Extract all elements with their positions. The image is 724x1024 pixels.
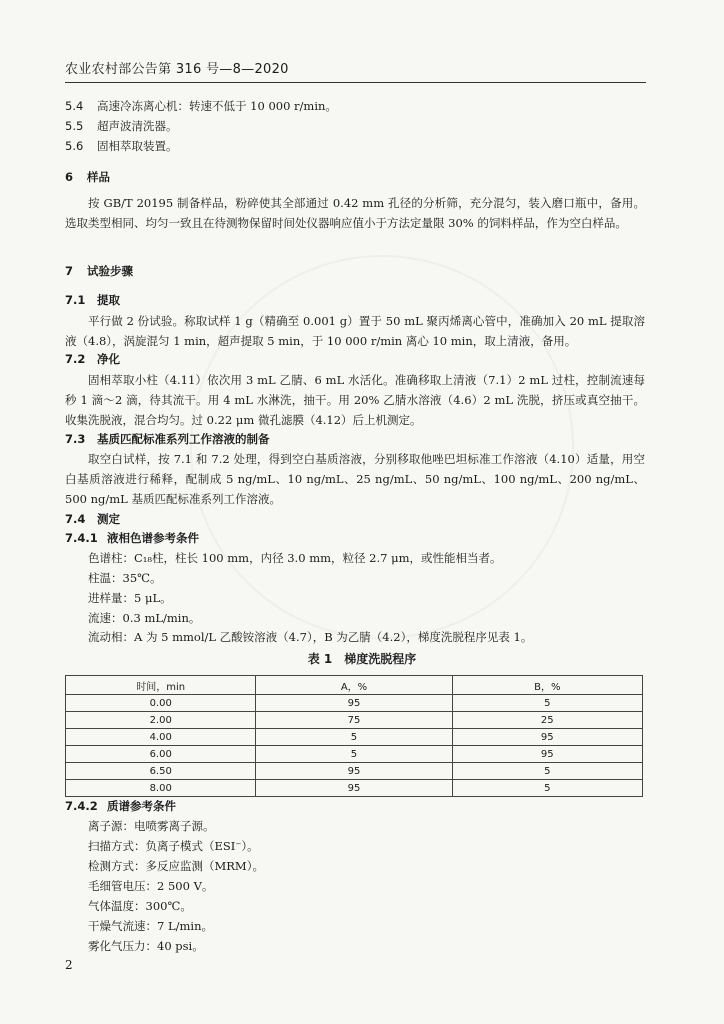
- item-number: 5.6: [65, 139, 84, 153]
- table-row: [66, 746, 643, 763]
- table-cell: 95: [452, 746, 642, 763]
- section-6-heading: [65, 168, 110, 186]
- ms-condition-detection: 检测方式：多反应监测（MRM）。: [88, 859, 264, 873]
- col-header-b: B，%: [452, 676, 642, 695]
- ms-condition-voltage: 毛细管电压：2 500 V。: [88, 879, 214, 893]
- table-cell: 95: [452, 729, 642, 746]
- ms-condition-gas-temp: 气体温度：300℃。: [88, 899, 192, 913]
- table-cell: 4.00: [66, 729, 256, 746]
- header-rule: [65, 82, 646, 83]
- page-number: 2: [65, 958, 73, 972]
- table-row: [66, 695, 643, 712]
- section-title: 测定: [97, 512, 120, 526]
- section-7-4-heading: [65, 510, 120, 528]
- section-number: 7.3: [65, 432, 86, 446]
- table-cell: 5: [452, 763, 642, 780]
- item-text: 固相萃取装置。: [97, 139, 178, 153]
- col-header-time: 时间，min: [66, 676, 256, 695]
- lc-condition-temperature: 柱温：35℃。: [88, 571, 162, 585]
- table-header-row: [66, 676, 643, 695]
- section-number: 7.4.2: [65, 799, 98, 813]
- table-cell: 75: [256, 712, 452, 729]
- table-cell: 95: [256, 763, 452, 780]
- table-cell: 5: [452, 780, 642, 797]
- table-row: [66, 729, 643, 746]
- section-7-2-heading: [65, 350, 120, 368]
- gradient-table: [65, 675, 643, 797]
- table-cell: 2.00: [66, 712, 256, 729]
- table-caption: 表 1 梯度洗脱程序: [307, 652, 417, 666]
- section-7-1-paragraph: 平行做 2 份试验。称取试样 1 g（精确至 0.001 g）置于 50 mL 聚丙烯离心管中，准确加入 20 mL 提取溶液（4.8），涡旋混匀 1 min，超声提取 5 min，于 10 000 r/min 离心 10 min，取上清液，备用。: [65, 314, 645, 348]
- lc-condition-column: 色谱柱：C₁₈柱，柱长 100 mm，内径 3.0 mm，粒径 2.7 μm，或性能相当者。: [88, 551, 502, 565]
- section-number: 7.1: [65, 293, 86, 307]
- table-cell: 5: [452, 695, 642, 712]
- section-title: 液相色谱参考条件: [107, 531, 199, 545]
- section-number: 7: [65, 264, 74, 278]
- table-cell: 5: [256, 729, 452, 746]
- table-cell: 25: [452, 712, 642, 729]
- section-title: 质谱参考条件: [107, 799, 176, 813]
- item-5-4: [65, 97, 337, 115]
- section-7-3-paragraph: 取空白试样，按 7.1 和 7.2 处理，得到空白基质溶液，分别移取他唑巴坦标准工作溶液（4.10）适量，用空白基质溶液进行稀释，配制成 5 ng/mL、10 ng/mL、25 ng/mL、50 ng/mL、100 ng/mL、200 ng/mL、500 ng/mL 基质匹配标准系列工作溶液。: [65, 452, 645, 506]
- section-7-heading: [65, 262, 133, 280]
- table-row: [66, 763, 643, 780]
- table-cell: 95: [256, 695, 452, 712]
- ms-condition-scan: 扫描方式：负离子模式（ESI⁻）。: [88, 839, 259, 853]
- ms-condition-nebulizer: 雾化气压力：40 psi。: [88, 939, 204, 953]
- section-7-4-1-heading: [65, 529, 199, 547]
- item-5-6: [65, 137, 178, 155]
- item-number: 5.5: [65, 119, 84, 133]
- item-number: 5.4: [65, 99, 84, 113]
- table-row: [66, 780, 643, 797]
- section-number: 7.4.1: [65, 531, 98, 545]
- table-cell: 0.00: [66, 695, 256, 712]
- table-cell: 5: [256, 746, 452, 763]
- lc-condition-injection: 进样量：5 μL。: [88, 591, 172, 605]
- section-number: 7.2: [65, 352, 86, 366]
- col-header-a: A，%: [256, 676, 452, 695]
- item-5-5: [65, 117, 178, 135]
- table-cell: 6.00: [66, 746, 256, 763]
- table-cell: 6.50: [66, 763, 256, 780]
- section-title: 净化: [97, 352, 120, 366]
- section-title: 样品: [87, 170, 110, 184]
- section-title: 基质匹配标准系列工作溶液的制备: [97, 432, 270, 446]
- lc-condition-mobile-phase: 流动相：A 为 5 mmol/L 乙酸铵溶液（4.7），B 为乙腈（4.2），梯度洗脱程序见表 1。: [88, 630, 533, 644]
- lc-condition-flow: 流速：0.3 mL/min。: [88, 611, 201, 625]
- table-cell: 8.00: [66, 780, 256, 797]
- page-header: 农业农村部公告第 316 号—8—2020: [65, 62, 289, 77]
- ms-condition-source: 离子源：电喷雾离子源。: [88, 819, 215, 833]
- section-number: 6: [65, 170, 74, 184]
- section-6-paragraph: 按 GB/T 20195 制备样品，粉碎使其全部通过 0.42 mm 孔径的分析筛，充分混匀，装入磨口瓶中，备用。选取类型相同、均匀一致且在待测物保留时间处仪器响应值小于方法定量限 30% 的饲料样品，作为空白样品。: [65, 196, 645, 230]
- section-7-4-2-heading: [65, 797, 176, 815]
- table-cell: 95: [256, 780, 452, 797]
- section-title: 试验步骤: [87, 264, 133, 278]
- section-7-3-heading: [65, 430, 270, 448]
- item-text: 超声波清洗器。: [97, 119, 178, 133]
- section-number: 7.4: [65, 512, 86, 526]
- ms-condition-dry-gas: 干燥气流速：7 L/min。: [88, 919, 213, 933]
- item-text: 高速冷冻离心机：转速不低于 10 000 r/min。: [97, 99, 337, 113]
- table-row: [66, 712, 643, 729]
- section-7-1-heading: [65, 291, 120, 309]
- section-7-2-paragraph: 固相萃取小柱（4.11）依次用 3 mL 乙腈、6 mL 水活化。准确移取上清液（7.1）2 mL 过柱，控制流速每秒 1 滴～2 滴，待其流干。用 4 mL 水淋洗，抽干。用 20% 乙腈水溶液（4.6）2 mL 洗脱，挤压或真空抽干。收集洗脱液，混合均匀。过 0.22 μm 微孔滤膜（4.12）后上机测定。: [65, 373, 645, 427]
- section-title: 提取: [97, 293, 120, 307]
